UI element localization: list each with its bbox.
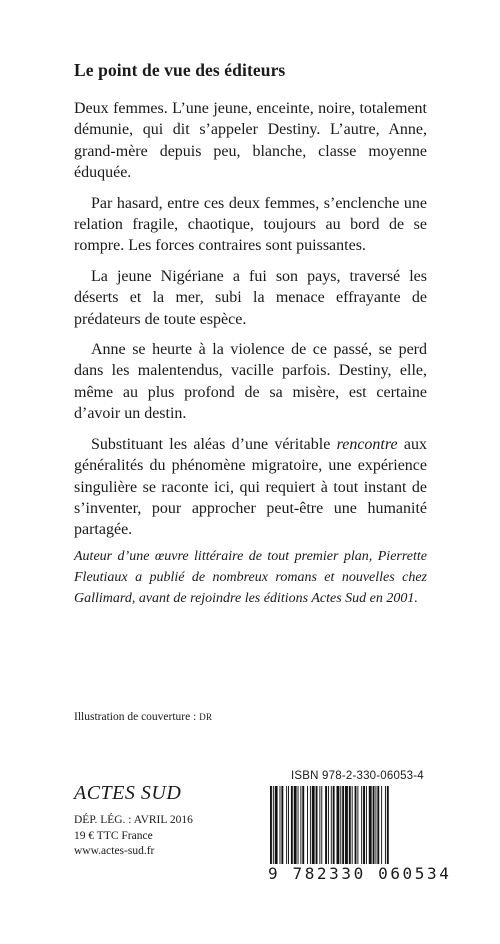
blurb-body [74, 98, 427, 550]
barcode-icon [268, 786, 432, 866]
author-note: Auteur d’une œuvre littéraire de tout premier plan, Pierrette Fleutiaux a publié de nombreux romans et nouvelles chez Gallimard, avant de rejoindre les éditions Actes Sud en 2001. [74, 549, 427, 606]
barcode-digits: 9 782330 060534 [268, 864, 452, 883]
legal-info [74, 813, 193, 860]
paragraph [74, 434, 427, 541]
paragraph: Deux femmes. L’une jeune, enceinte, noire, totalement démunie, qui dit s’appeler Destiny. L’autre, Anne, grand-mère depuis peu, blanche, classe moyenne éduquée. [74, 100, 427, 182]
legal-deposit: DÉP. LÉG. : AVRIL 2016 [74, 814, 193, 826]
emphasized-word: rencontre [336, 435, 398, 453]
publisher-name: ACTES SUD [74, 782, 182, 804]
illustration-credit [74, 711, 212, 723]
website: www.actes-sud.fr [74, 845, 155, 857]
credit-label: Illustration de couverture : [74, 711, 200, 723]
paragraph-text: aux généralités du phénomène migratoire, une expérience singulière se raconte ici, qui requiert à tout instant de s’inventer, pour approcher peut-être une humanité partagée. [74, 435, 427, 539]
paragraph: Anne se heurte à la violence de ce passé, se perd dans les malentendus, vacille parfois. Destiny, elle, même au plus profond de sa misère, est certaine d’avoir un destin. [74, 341, 427, 423]
price: 19 € TTC France [74, 829, 153, 842]
paragraph: La jeune Nigériane a fui son pays, traversé les déserts et la mer, subi la menace effrayante de prédateurs de toute espèce. [74, 267, 427, 328]
paragraph: Par hasard, entre ces deux femmes, s’enclenche une relation fragile, chaotique, toujours au bord de se rompre. Les forces contraires sont puissantes. [74, 194, 427, 255]
section-heading: Le point de vue des éditeurs [74, 60, 286, 80]
isbn: ISBN 978-2-330-06053-4 [291, 770, 424, 782]
credit-value: DR [199, 712, 213, 722]
paragraph-text: Substituant les aléas d’une véritable [91, 435, 337, 453]
